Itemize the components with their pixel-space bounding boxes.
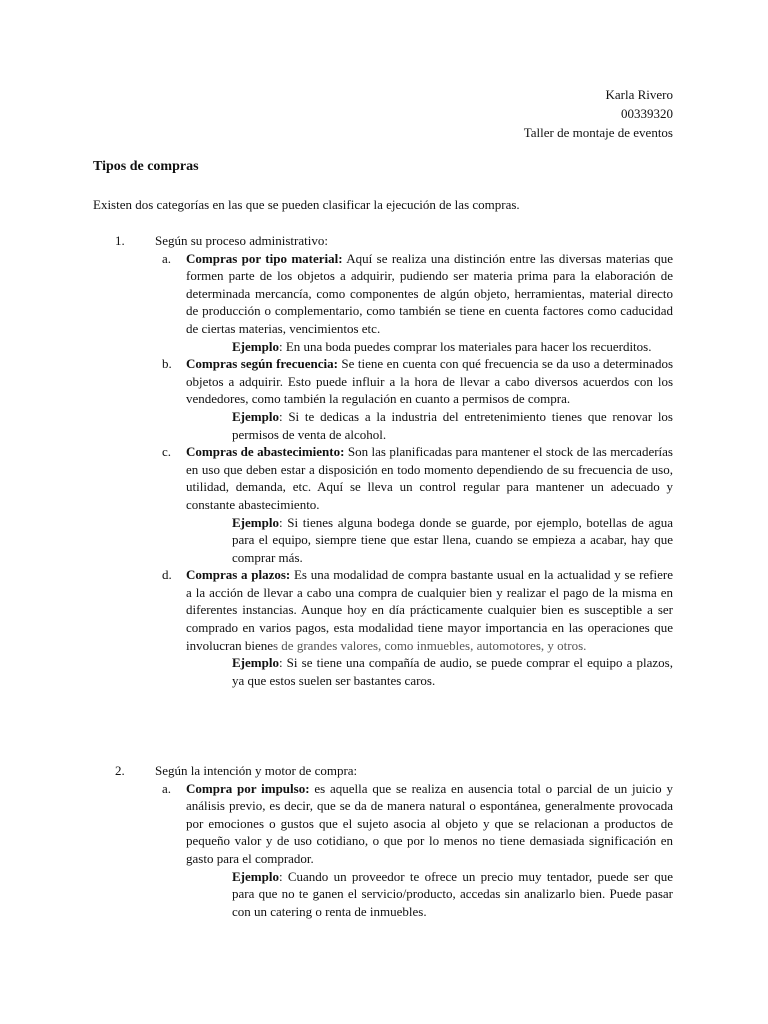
list-item: [162, 443, 673, 566]
example: [232, 338, 673, 356]
item-marker: d.: [162, 567, 172, 583]
item-title: Compras de abastecimiento:: [186, 444, 345, 460]
example-text: : Cuando un proveedor te ofrece un precio muy tentador, puede ser que para que no te ganen el servicio/producto, accedas sin analizarlo bien. Puede pasar con un catering o renta de inmuebles.: [232, 868, 673, 919]
item-text: [186, 443, 673, 513]
list-item: [162, 355, 673, 443]
item-text: [186, 780, 673, 868]
item-marker: a.: [162, 780, 172, 796]
section-heading: [93, 762, 673, 780]
example-label: Ejemplo: [232, 868, 279, 884]
example: [232, 654, 673, 689]
item-marker: c.: [162, 444, 172, 460]
example: [232, 514, 673, 567]
item-marker: b.: [162, 356, 172, 372]
item-title: Compras a plazos:: [186, 567, 291, 583]
list-item: [162, 566, 673, 689]
item-title: Compra por impulso:: [186, 780, 310, 796]
student-id: 00339320: [621, 106, 673, 121]
section-number: 1.: [115, 233, 125, 248]
item-marker: a.: [162, 250, 172, 266]
item-body: es aquella que se realiza en ausencia total o parcial de un juicio y análisis previo, es decir, que se da de manera natural o espontánea, generalmente provocada por emociones o gustos que el sujeto asocia al objeto y que se relacionan a productos de pequeño valor y de uso cotidiano, o que por lo menos no tiene demasiada significación en gasto para el comprador.: [186, 780, 673, 866]
section-label: Según la intención y motor de compra:: [155, 763, 358, 778]
example-text: : Si te dedicas a la industria del entretenimiento tienes que renovar los permisos de venta de alcohol.: [232, 408, 673, 442]
example: [232, 408, 673, 443]
section-number: 2.: [115, 763, 125, 778]
example-label: Ejemplo: [232, 514, 279, 530]
intro-paragraph: Existen dos categorías en las que se pueden clasificar la ejecución de las compras.: [93, 197, 520, 212]
example: [232, 868, 673, 921]
item-body: Aquí se realiza una distinción entre las diversas materias que formen parte de los objetos a adquirir, pudiendo ser materia prima para la elaboración de determinada mercancía, como componentes de algún objeto, herramientas, material directo de producción o complementario, como también se tiene en cuenta factores como caducidad de ciertas materias, vencimientos etc.: [186, 250, 673, 336]
item-body: Es una modalidad de compra bastante usual en la actualidad y se refiere a la acción de llevar a cabo una compra de cualquier bien y realizar el pago de la misma en diferentes instancias. Aunque hoy en día prácticamente cualquier bien es susceptible a ser comprado en varios pagos, esta modalidad tiene mayor importancia en las operaciones que involucran biene: [186, 567, 673, 653]
item-body-faded: s de grandes valores, como inmuebles, automotores, y otros.: [273, 637, 587, 653]
document-title: Tipos de compras: [93, 159, 199, 174]
item-body: Son las planificadas para mantener el stock de las mercaderías en uso que deben estar a disposición en todo momento dependiendo de su frecuencia de uso, utilidad, demanda, etc. Aquí se lleva un control regular para mantener un adecuado y constante abastecimiento.: [186, 444, 673, 512]
section-label: Según su proceso administrativo:: [155, 233, 328, 248]
section-2: [93, 762, 673, 920]
example-label: Ejemplo: [232, 338, 279, 354]
list-item: [162, 780, 673, 921]
section-1: [93, 232, 673, 689]
author-name: Karla Rivero: [605, 87, 673, 102]
item-title: Compras según frecuencia:: [186, 356, 338, 372]
document-header: [524, 85, 673, 142]
example-text: : Si tienes alguna bodega donde se guarde, por ejemplo, botellas de agua para el equipo, siempre tiene que estar llena, cuando se empieza a acabar, hay que comprar más.: [232, 514, 673, 565]
item-text: [186, 250, 673, 338]
example-text: : Si se tiene una compañía de audio, se puede comprar el equipo a plazos, ya que estos suelen ser bastantes caros.: [232, 655, 673, 688]
item-title: Compras por tipo material:: [186, 250, 343, 266]
example-label: Ejemplo: [232, 655, 279, 671]
section-heading: [93, 232, 673, 250]
item-body: Se tiene en cuenta con qué frecuencia se da uso a determinados objetos a adquirir. Esto puede influir a la hora de llevar a cabo diversos acuerdos con los vendedores, como también la regulación en cuanto a permisos de compra.: [186, 356, 673, 407]
list-item: [162, 250, 673, 356]
item-text: [186, 355, 673, 408]
course-name: Taller de montaje de eventos: [523, 125, 673, 140]
item-text: [186, 566, 673, 654]
example-label: Ejemplo: [232, 408, 279, 424]
example-text: : En una boda puedes comprar los materiales para hacer los recuerditos.: [278, 338, 652, 354]
